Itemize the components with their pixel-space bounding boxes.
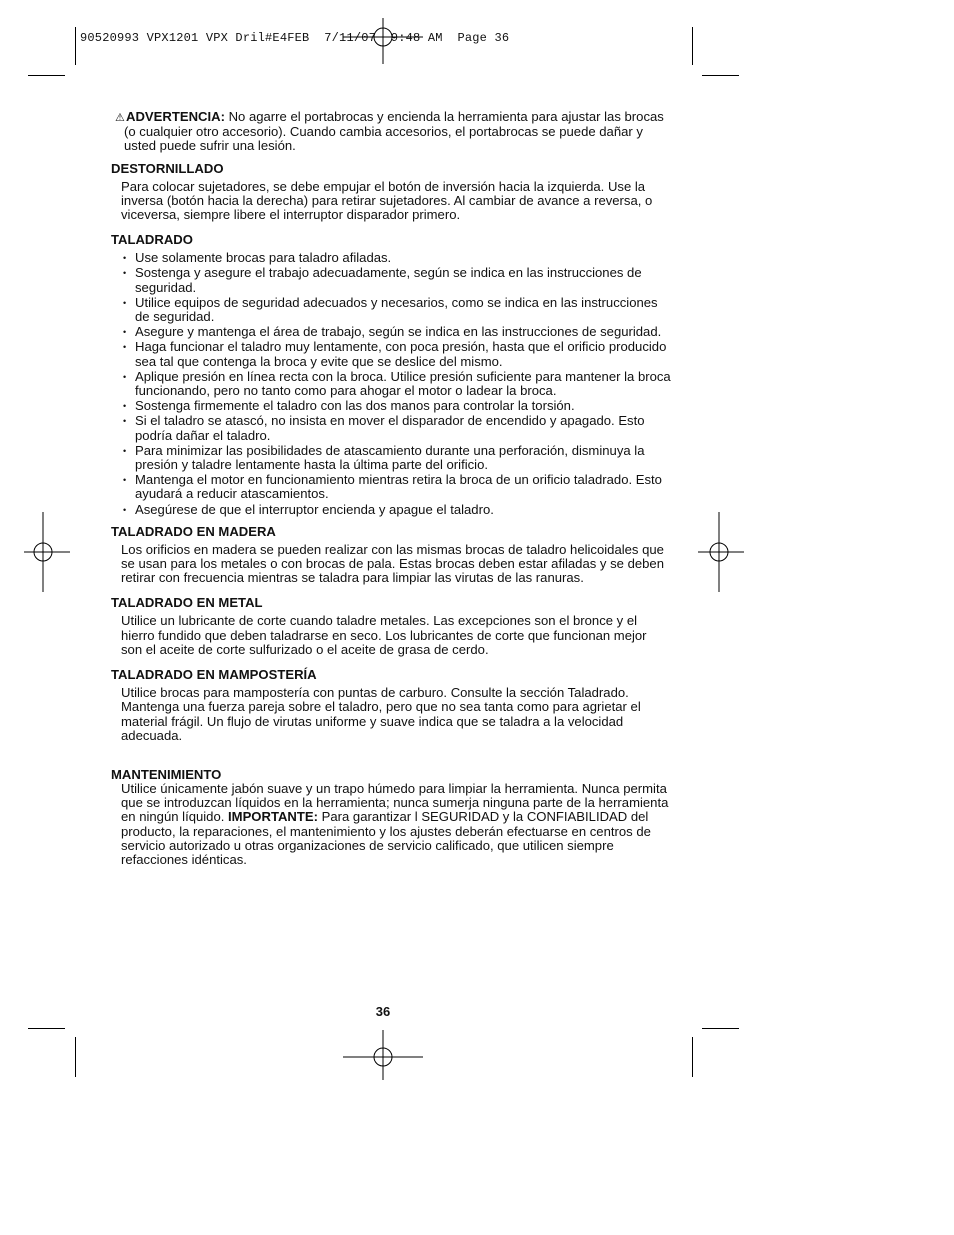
section-spacer bbox=[111, 753, 671, 767]
list-item: • Mantenga el motor en funcionamiento mientras retira la broca de un orificio taladrado. Esto ayudará a reducir atascamientos. bbox=[111, 473, 671, 501]
page-number: 36 bbox=[375, 1004, 391, 1019]
list-item: • Sostenga firmemente el taladro con las dos manos para controlar la torsión. bbox=[111, 399, 671, 413]
crop-mark bbox=[702, 1028, 739, 1029]
crop-mark bbox=[28, 1028, 65, 1029]
section-heading-metal: TALADRADO EN METAL bbox=[111, 595, 263, 611]
crop-mark bbox=[692, 1037, 693, 1077]
warning-label: ADVERTENCIA: bbox=[126, 109, 225, 124]
section-text-destornillado: Para colocar sujetadores, se debe empujar el botón de inversión hacia la izquierda. Use la inversa (botón hacia la derecha) para retirar sujetadores. Al cambiar de avance a reversa, o viceversa, siempre libere el interruptor disparador primero. bbox=[121, 178, 653, 223]
list-item: • Haga funcionar el taladro muy lentamente, con poca presión, hasta que el orificio producido sea tal que contenga la broca y evite que se deslice del mismo. bbox=[111, 340, 671, 368]
warning-text: No agarre el portabrocas y encienda la herramienta para ajustar las brocas (o cualquier otro accesorio). Cuando cambia accesorios, el portabrocas se puede dañar y usted puede sufrir una lesión. bbox=[124, 109, 664, 154]
print-slug-line: 90520993 VPX1201 VPX Dril#E4FEB 7/11/07 9:48 AM Page 36 bbox=[80, 31, 510, 45]
registration-mark-icon bbox=[343, 1030, 423, 1080]
section-heading-destornillado: DESTORNILLADO bbox=[111, 160, 224, 176]
crop-mark bbox=[75, 27, 76, 65]
list-item: • Para minimizar las posibilidades de atascamiento durante una perforación, disminuya la presión y taladre lentamente hasta la última parte del orificio. bbox=[111, 444, 671, 472]
section-text-mamposteria: Utilice brocas para mampostería con puntas de carburo. Consulte la sección Taladrado. Mantenga una fuerza pareja sobre el taladro, pero que no sea tanta como para agrietar el material frágil. Un flujo de virutas uniforme y suave indica que se taladra a la velocidad adecuada. bbox=[121, 685, 641, 743]
registration-mark-icon bbox=[698, 512, 744, 592]
warning-triangle-icon: ⚠ bbox=[115, 112, 125, 124]
mantenimiento-text-after: Para garantizar l SEGURIDAD y la CONFIABILIDAD del producto, la reparaciones, el mantenimiento y los ajustes deberán efectuarse en centros de servicio autorizado u otras organizaciones de servicio calificado, que utilicen siempre refacciones idénticas. bbox=[121, 809, 651, 867]
crop-mark bbox=[702, 75, 739, 76]
list-item: • Si el taladro se atascó, no insista en mover el disparador de encendido y apagado. Esto podría dañar el taladro. bbox=[111, 414, 671, 442]
crop-mark bbox=[75, 1037, 76, 1077]
page-content bbox=[111, 110, 671, 867]
section-heading-taladrado: TALADRADO bbox=[111, 232, 193, 248]
crop-mark bbox=[692, 27, 693, 65]
list-item: • Use solamente brocas para taladro afiladas. bbox=[111, 251, 671, 265]
list-item: • Aplique presión en línea recta con la broca. Utilice presión suficiente para mantener la broca funcionando, pero no tanto como para ahogar el motor o ladear la broca. bbox=[111, 370, 671, 398]
section-text-mantenimiento bbox=[121, 782, 671, 867]
registration-mark-icon bbox=[24, 512, 70, 592]
section-heading-madera: TALADRADO EN MADERA bbox=[111, 523, 276, 539]
taladrado-bullet-list bbox=[111, 251, 671, 517]
section-text-metal: Utilice un lubricante de corte cuando taladre metales. Las excepciones son el bronce y el hierro fundido que deben taladrarse en seco. Los lubricantes de corte que funcionan mejor son el aceite de corte sulfurizado o el aceite de grasa de cerdo. bbox=[121, 613, 647, 657]
crop-mark bbox=[28, 75, 65, 76]
list-item: • Asegure y mantenga el área de trabajo, según se indica en las instrucciones de seguridad. bbox=[111, 325, 671, 339]
section-heading-mantenimiento: MANTENIMIENTO bbox=[111, 766, 222, 782]
list-item: • Asegúrese de que el interruptor encienda y apague el taladro. bbox=[111, 503, 671, 517]
list-item: • Utilice equipos de seguridad adecuados y necesarios, como se indica en las instrucciones de seguridad. bbox=[111, 296, 671, 324]
section-heading-mamposteria: TALADRADO EN MAMPOSTERÍA bbox=[111, 667, 317, 683]
registration-mark-icon bbox=[343, 18, 423, 98]
list-item: • Sostenga y asegure el trabajo adecuadamente, según se indica en las instrucciones de seguridad. bbox=[111, 266, 671, 294]
section-text-madera: Los orificios en madera se pueden realizar con las mismas brocas de taladro helicoidales que se usan para los metales o con brocas de pala. Estas brocas deben estar afiladas y se deben retirar con frecuencia mientras se taladra para limpiar las virutas de las ranuras. bbox=[121, 541, 664, 586]
warning-block bbox=[111, 110, 671, 154]
important-label: IMPORTANTE: bbox=[228, 809, 318, 825]
mantenimiento-text-before: Utilice únicamente jabón suave y un trapo húmedo para limpiar la herramienta. Nunca permita que se introduzcan líquidos en la herramienta; nunca sumerja ninguna parte de la herramienta en ningún líquido. bbox=[121, 780, 669, 825]
